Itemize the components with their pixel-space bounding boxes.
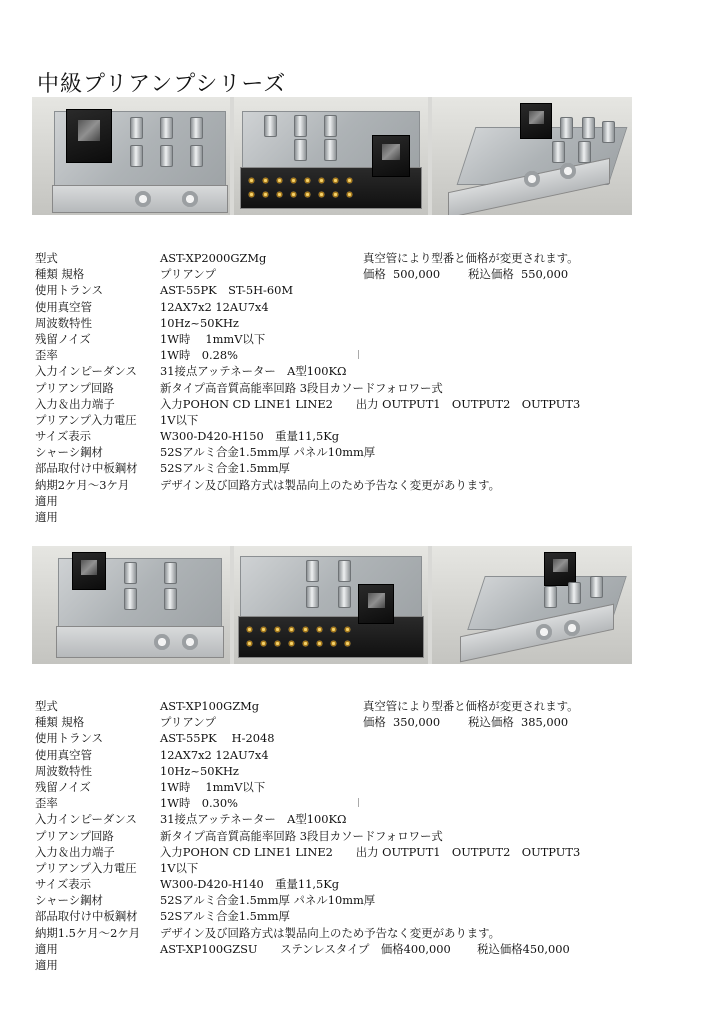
spec-value: 31接点アッテネーター A型100KΩ: [160, 364, 347, 379]
product-photos: [32, 97, 632, 215]
spec-label: 納期2ケ月～3ケ月: [35, 477, 130, 492]
tax-price-value: 550,000: [520, 267, 569, 282]
price-value: 350,000: [393, 715, 441, 730]
price-label: 価格: [363, 267, 386, 282]
spec-label: シャーシ鋼材: [35, 893, 103, 908]
spec-row-frequency: [35, 763, 580, 779]
product-photo-side: [432, 546, 632, 664]
spec-row-circuit: [35, 828, 580, 844]
spec-row-size: [35, 876, 580, 892]
stray-mark: [358, 350, 359, 359]
spec-label: 納期1.5ケ月～2ケ月: [35, 925, 141, 940]
model-note: 真空管により型番と価格が変更されます。: [363, 251, 579, 265]
spec-row-transformer: [35, 282, 580, 298]
spec-label: 残留ノイズ: [35, 779, 91, 794]
spec-row-size: [35, 428, 580, 444]
spec-value: 12AX7x2 12AU7x4: [160, 299, 269, 314]
spec-row-apply: [35, 509, 580, 525]
spec-label: 適用: [35, 510, 58, 524]
spec-value: 31接点アッテネーター A型100KΩ: [160, 812, 347, 827]
spec-row-apply: [35, 957, 580, 973]
spec-value: W300-D420-H140 重量11,5Kg: [160, 877, 340, 892]
spec-label: 入力＆出力端子: [35, 396, 115, 411]
spec-table: [35, 250, 580, 525]
spec-table: [35, 698, 580, 973]
spec-value: プリアンプ: [160, 715, 217, 730]
spec-row-apply: [35, 493, 580, 509]
spec-label: 型式: [35, 699, 58, 713]
spec-value: 1V以下: [160, 860, 199, 875]
price-line: [363, 714, 579, 730]
price-note: [363, 250, 579, 282]
spec-label: 部品取付け中板鋼材: [35, 461, 138, 476]
spec-label: 入力＆出力端子: [35, 844, 115, 859]
spec-value: AST-XP100GZMg: [160, 699, 260, 713]
spec-label: プリアンプ回路: [35, 380, 114, 395]
price-line: [363, 266, 579, 282]
page-title: 中級プリアンプシリーズ: [37, 71, 287, 97]
spec-label: プリアンプ回路: [35, 828, 114, 843]
product-photo-rear: [234, 97, 428, 215]
spec-value: 1W時 1mmV以下: [160, 331, 266, 346]
spec-label: 種類 規格: [35, 715, 85, 730]
spec-label: シャーシ鋼材: [35, 445, 103, 460]
spec-row-circuit: [35, 380, 580, 396]
spec-value: 入力POHON CD LINE1 LINE2 出力 OUTPUT1 OUTPUT2 OUTPUT3: [160, 396, 581, 411]
spec-row-impedance: [35, 811, 580, 827]
spec-value: プリアンプ: [160, 267, 217, 282]
spec-row-distortion: [35, 795, 580, 811]
model-note: 真空管により型番と価格が変更されます。: [363, 699, 579, 713]
spec-value: 1W時 1mmV以下: [160, 779, 266, 794]
spec-value: 12AX7x2 12AU7x4: [160, 747, 269, 762]
spec-value: 入力POHON CD LINE1 LINE2 出力 OUTPUT1 OUTPUT2 OUTPUT3: [160, 844, 581, 859]
spec-label: 部品取付け中板鋼材: [35, 909, 138, 924]
spec-label: 残留ノイズ: [35, 331, 91, 346]
spec-row-transformer: [35, 730, 580, 746]
spec-row-tubes: [35, 747, 580, 763]
price-note: [363, 698, 579, 730]
spec-row-terminals: [35, 396, 580, 412]
spec-label: サイズ表示: [35, 877, 92, 892]
spec-row-noise: [35, 779, 580, 795]
spec-label: 種類 規格: [35, 267, 85, 282]
product-photo-side: [432, 97, 632, 215]
spec-label: 歪率: [35, 348, 58, 363]
spec-label: 歪率: [35, 796, 58, 811]
tax-price-label: 税込価格: [468, 715, 514, 730]
spec-value: 新タイプ高音質高能率回路 3段目カソードフォロワー式: [160, 828, 443, 843]
spec-row-terminals: [35, 844, 580, 860]
spec-label: 周波数特性: [35, 763, 92, 778]
tax-price-value: 385,000: [520, 715, 569, 730]
spec-row-noise: [35, 331, 580, 347]
spec-label: 入力インピーダンス: [35, 812, 137, 827]
spec-value: AST-55PK H-2048: [160, 731, 275, 746]
spec-value: 10Hz~50KHz: [160, 315, 239, 330]
spec-label: プリアンプ入力電圧: [35, 860, 137, 875]
spec-label: 型式: [35, 251, 58, 265]
spec-label: 適用: [35, 493, 58, 508]
stray-mark: [358, 798, 359, 807]
spec-value: AST-XP2000GZMg: [160, 251, 267, 265]
product-photo-rear: [234, 546, 428, 664]
spec-value: 52Sアルミ合金1.5mm厚 パネル10mm厚: [160, 893, 376, 908]
spec-label: 周波数特性: [35, 315, 92, 330]
spec-row-subplate: [35, 460, 580, 476]
spec-label: 使用トランス: [35, 283, 104, 298]
spec-row-subplate: [35, 908, 580, 924]
spec-row-chassis: [35, 892, 580, 908]
spec-value: AST-XP100GZSU ステンレスタイプ 価格400,000 税込価格450,000: [160, 941, 570, 956]
spec-value: 52Sアルミ合金1.5mm厚 パネル10mm厚: [160, 445, 376, 460]
spec-row-frequency: [35, 315, 580, 331]
spec-value: デザイン及び回路方式は製品向上のため予告なく変更があります。: [160, 477, 501, 492]
spec-value: 52Sアルミ合金1.5mm厚: [160, 461, 290, 476]
spec-value: W300-D420-H150 重量11,5Kg: [160, 429, 340, 444]
spec-row-chassis: [35, 444, 580, 460]
spec-value: 1W時 0.28%: [160, 348, 238, 363]
product-photo-front: [32, 546, 230, 664]
tax-price-label: 税込価格: [468, 267, 514, 282]
price-value: 500,000: [393, 267, 441, 282]
spec-row-apply: [35, 941, 580, 957]
spec-value: AST-55PK ST-5H-60M: [160, 283, 294, 298]
spec-label: プリアンプ入力電圧: [35, 412, 137, 427]
spec-row-delivery: [35, 925, 580, 941]
product-photos: [32, 546, 632, 664]
spec-row-distortion: [35, 347, 580, 363]
spec-label: 使用真空管: [35, 299, 92, 314]
spec-value: 52Sアルミ合金1.5mm厚: [160, 909, 290, 924]
spec-value: 10Hz~50KHz: [160, 763, 239, 778]
spec-label: 適用: [35, 958, 58, 972]
spec-label: 適用: [35, 941, 58, 956]
spec-label: 使用真空管: [35, 747, 92, 762]
spec-row-impedance: [35, 363, 580, 379]
spec-value: デザイン及び回路方式は製品向上のため予告なく変更があります。: [160, 925, 501, 940]
spec-row-tubes: [35, 299, 580, 315]
spec-value: 新タイプ高音質高能率回路 3段目カソードフォロワー式: [160, 380, 443, 395]
product-photo-front: [32, 97, 230, 215]
price-label: 価格: [363, 715, 386, 730]
spec-label: サイズ表示: [35, 429, 92, 444]
spec-label: 使用トランス: [35, 731, 104, 746]
spec-row-delivery: [35, 477, 580, 493]
spec-row-input-voltage: [35, 860, 580, 876]
spec-value: 1V以下: [160, 412, 199, 427]
spec-label: 入力インピーダンス: [35, 364, 137, 379]
spec-value: 1W時 0.30%: [160, 796, 238, 811]
spec-row-input-voltage: [35, 412, 580, 428]
